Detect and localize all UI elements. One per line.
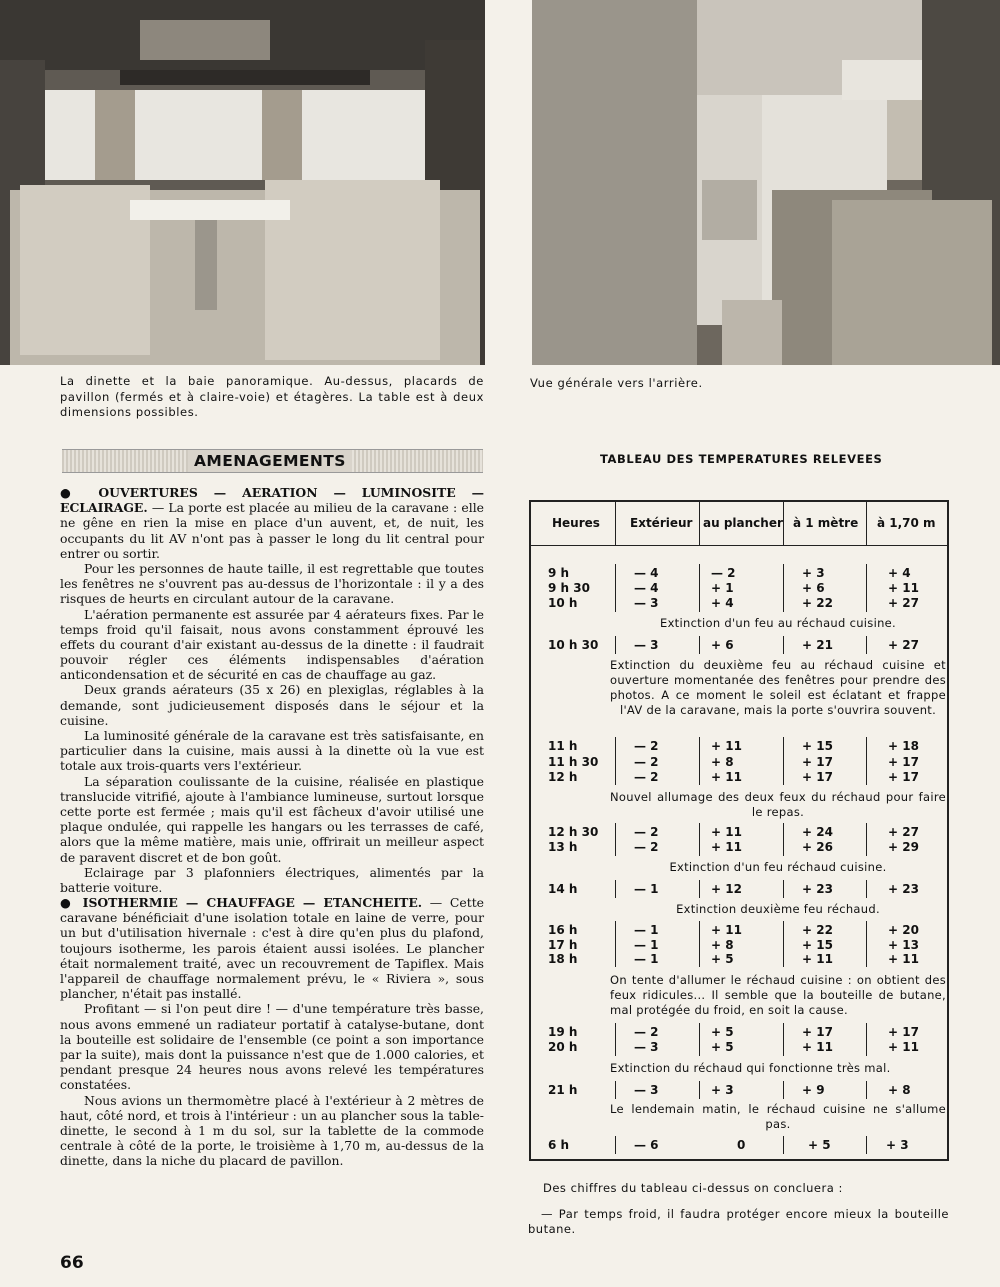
subheading-ouvertures: ● OUVERTURES — AERATION — LUMINOSITE — ECLAIRAGE. bbox=[60, 485, 484, 516]
one-metre-cell: + 9 bbox=[802, 1083, 825, 1097]
table-header-rule bbox=[531, 545, 947, 546]
one-seventy-cell: + 27 bbox=[888, 638, 919, 652]
dinette-photo-caption: La dinette et la baie panoramique. Au-dessus, placards de pavillon (fermés et à claire-voie) et étagères. La table est à deux dimensions possibles. bbox=[60, 374, 484, 419]
column-rule bbox=[783, 737, 784, 785]
one-seventy-cell: + 4 + 11 + 27 bbox=[888, 566, 919, 610]
column-rule bbox=[615, 921, 616, 967]
column-rule bbox=[866, 564, 867, 612]
floor-cell: + 11 + 8 + 11 bbox=[711, 739, 742, 784]
hours-cell: 11 h 11 h 30 12 h bbox=[548, 739, 599, 784]
column-rule bbox=[783, 823, 784, 856]
one-seventy-cell: + 3 bbox=[886, 1138, 909, 1152]
header-heures: Heures bbox=[552, 516, 600, 530]
floor-cell: 0 bbox=[737, 1138, 746, 1152]
article-paragraph: ● OUVERTURES — AERATION — LUMINOSITE — ECLAIRAGE. — La porte est placée au milieu de la caravane : elle ne gêne en rien la mise en place d'un auvent, et, de nuit, les occupants du lit AV n'ont pas à passer le long du lit central pour entrer ou sortir. bbox=[60, 485, 484, 561]
exterior-cell: — 2 — 3 bbox=[634, 1025, 659, 1054]
table-note: Extinction du deuxième feu au réchaud cuisine et ouverture momentanée des fenêtres pour prendre des photos. A ce moment le soleil est éclatant et frappe l'AV de la caravane, mais la porte s'ouvrira souvent. bbox=[610, 658, 946, 717]
table-note: Nouvel allumage des deux feux du réchaud pour faire le repas. bbox=[610, 790, 946, 819]
article-body bbox=[60, 485, 484, 1168]
exterior-cell: — 4 — 4 — 3 bbox=[634, 566, 659, 610]
column-rule bbox=[615, 1136, 616, 1154]
rear-view-photo bbox=[532, 0, 1000, 365]
floor-cell: + 12 bbox=[711, 882, 742, 896]
column-rule bbox=[866, 502, 867, 546]
column-rule bbox=[615, 564, 616, 612]
floor-cell: + 5 + 5 bbox=[711, 1025, 734, 1054]
hours-cell: 9 h 9 h 30 10 h bbox=[548, 566, 590, 610]
column-rule bbox=[699, 1081, 700, 1099]
hours-cell: 21 h bbox=[548, 1083, 578, 1097]
hours-cell: 19 h 20 h bbox=[548, 1025, 578, 1054]
column-rule bbox=[866, 1136, 867, 1154]
hours-cell: 12 h 30 13 h bbox=[548, 825, 599, 854]
one-seventy-cell: + 18 + 17 + 17 bbox=[888, 739, 919, 784]
one-seventy-cell: + 23 bbox=[888, 882, 919, 896]
rear-view-photo-caption: Vue générale vers l'arrière. bbox=[530, 376, 703, 390]
exterior-cell: — 2 — 2 bbox=[634, 825, 659, 854]
article-paragraph: Profitant — si l'on peut dire ! — d'une température très basse, nous avons emmené un radiateur portatif à catalyse-butane, dont la bouteille est solidaire de l'ensemble (ce point a son importance par la suite), mais dont la puissance n'est que de 1.000 calories, et pendant presque 24 heures nous avons relevé les températures constatées. bbox=[60, 1001, 484, 1093]
column-rule bbox=[866, 880, 867, 898]
header-1-metre: à 1 mètre bbox=[793, 516, 859, 530]
column-rule bbox=[699, 502, 700, 546]
column-rule bbox=[615, 737, 616, 785]
one-metre-cell: + 17 + 11 bbox=[802, 1025, 833, 1054]
table-note: On tente d'allumer le réchaud cuisine : on obtient des feux ridicules... Il semble que la bouteille de butane, mal protégée du froid, en soit la cause. bbox=[610, 973, 946, 1017]
column-rule bbox=[699, 737, 700, 785]
column-rule bbox=[699, 564, 700, 612]
article-paragraph: Deux grands aérateurs (35 x 26) en plexiglas, réglables à la demande, sont judicieusement disposés dans le séjour et la cuisine. bbox=[60, 682, 484, 728]
floor-cell: — 2 + 1 + 4 bbox=[711, 566, 736, 610]
one-seventy-cell: + 8 bbox=[888, 1083, 911, 1097]
column-rule bbox=[699, 823, 700, 856]
exterior-cell: — 1 — 1 — 1 bbox=[634, 923, 659, 966]
article-paragraph: ● ISOTHERMIE — CHAUFFAGE — ETANCHEITE. — Cette caravane bénéficiait d'une isolation totale en laine de verre, pour un but d'utilisation hivernale : c'est à dire qu'en plus du plafond, toujours isotherme, les parois étaient aussi isolées. Le plancher était normalement traité, avec un recouvrement de Tapiflex. Mais l'appareil de chauffage normalement prévu, le « Riviera », sous plancher, n'était pas installé. bbox=[60, 895, 485, 1002]
column-rule bbox=[615, 823, 616, 856]
section-title: AMENAGEMENTS bbox=[188, 450, 352, 472]
one-metre-cell: + 24 + 26 bbox=[802, 825, 833, 854]
column-rule bbox=[615, 1023, 616, 1056]
one-metre-cell: + 21 bbox=[802, 638, 833, 652]
column-rule bbox=[783, 502, 784, 546]
column-rule bbox=[866, 921, 867, 967]
article-paragraph: La séparation coulissante de la cuisine, réalisée en plastique translucide vitrifié, ajoute à l'ambiance lumineuse, surtout lorsque cette porte est fermée ; mais qu'il est fâcheux d'avoir utilisé une plaque ondulée, qui rappelle les hangars ou les terrasses de café, alors que la même matière, mais unie, offrirait un meilleur aspect de paravent discret et de bon goût. bbox=[60, 773, 484, 865]
column-rule bbox=[866, 737, 867, 785]
table-note: Extinction du réchaud qui fonctionne très mal. bbox=[610, 1061, 891, 1075]
floor-cell: + 11 + 8 + 5 bbox=[711, 923, 742, 966]
column-rule bbox=[783, 1081, 784, 1099]
hours-cell: 16 h 17 h 18 h bbox=[548, 923, 578, 966]
column-rule bbox=[866, 636, 867, 654]
exterior-cell: — 2 — 2 — 2 bbox=[634, 739, 659, 784]
column-rule bbox=[615, 880, 616, 898]
floor-cell: + 6 bbox=[711, 638, 734, 652]
one-metre-cell: + 3 + 6 + 22 bbox=[802, 566, 833, 610]
floor-cell: + 11 + 11 bbox=[711, 825, 742, 854]
one-seventy-cell: + 27 + 29 bbox=[888, 825, 919, 854]
column-rule bbox=[866, 1023, 867, 1056]
column-rule bbox=[783, 564, 784, 612]
article-paragraph: L'aération permanente est assurée par 4 aérateurs fixes. Par le temps froid qu'il faisait, nous avons constamment éprouvé les effets du courant d'air existant au-dessus de la dinette : il faudrait pouvoir régler ces éléments indispensables d'aération anticondensation et de sécurité en cas de chauffage au gaz. bbox=[60, 606, 484, 683]
column-rule bbox=[699, 1023, 700, 1056]
column-rule bbox=[783, 636, 784, 654]
conclusion-point: — Par temps froid, il faudra protéger encore mieux la bouteille butane. bbox=[528, 1207, 949, 1236]
one-metre-cell: + 23 bbox=[802, 882, 833, 896]
floor-cell: + 3 bbox=[711, 1083, 734, 1097]
page-number: 66 bbox=[60, 1253, 84, 1273]
column-rule bbox=[615, 636, 616, 654]
conclusion-intro: Des chiffres du tableau ci-dessus on concluera : bbox=[543, 1181, 843, 1195]
exterior-cell: — 6 bbox=[634, 1138, 659, 1152]
hours-cell: 14 h bbox=[548, 882, 578, 896]
one-metre-cell: + 15 + 17 + 17 bbox=[802, 739, 833, 784]
one-seventy-cell: + 20 + 13 + 11 bbox=[888, 923, 919, 966]
column-rule bbox=[783, 921, 784, 967]
article-paragraph: Eclairage par 3 plafonniers électriques, alimentés par la batterie voiture. bbox=[60, 864, 484, 895]
one-metre-cell: + 22 + 15 + 11 bbox=[802, 923, 833, 966]
article-paragraph: La luminosité générale de la caravane est très satisfaisante, en particulier dans la cuisine, mais aussi à la dinette où la vue est totale aux trois-quarts vers l'extérieur. bbox=[60, 728, 484, 774]
column-rule bbox=[783, 1136, 784, 1154]
column-rule bbox=[783, 880, 784, 898]
article-paragraph: Pour les personnes de haute taille, il est regrettable que toutes les fenêtres ne s'ouvrent pas au-dessus de l'horizontale : il y a des risques de heurts en circulant autour de la caravane. bbox=[60, 560, 484, 607]
header-plancher: au plancher bbox=[703, 516, 783, 530]
one-seventy-cell: + 17 + 11 bbox=[888, 1025, 919, 1054]
hours-cell: 10 h 30 bbox=[548, 638, 599, 652]
exterior-cell: — 3 bbox=[634, 638, 659, 652]
header-exterieur: Extérieur bbox=[630, 516, 693, 530]
article-paragraph: Nous avions un thermomètre placé à l'extérieur à 2 mètres de haut, côté nord, et trois à l'intérieur : un au plancher sous la table-dinette, le second à 1 m du sol, sur la tablette de la commode centrale à côté de la porte, le troisième à 1,70 m, au-dessus de la dinette, dans la niche du placard de pavillon. bbox=[60, 1092, 484, 1169]
one-metre-cell: + 5 bbox=[808, 1138, 831, 1152]
subheading-isothermie: ● ISOTHERMIE — CHAUFFAGE — ETANCHEITE. bbox=[60, 895, 423, 911]
table-note: Le lendemain matin, le réchaud cuisine ne s'allume pas. bbox=[610, 1102, 946, 1131]
column-rule bbox=[699, 880, 700, 898]
column-rule bbox=[866, 823, 867, 856]
column-rule bbox=[866, 1081, 867, 1099]
column-rule bbox=[699, 636, 700, 654]
column-rule bbox=[699, 921, 700, 967]
table-note: Extinction deuxième feu réchaud. bbox=[676, 902, 880, 916]
exterior-cell: — 3 bbox=[634, 1083, 659, 1097]
exterior-cell: — 1 bbox=[634, 882, 659, 896]
column-rule bbox=[783, 1023, 784, 1056]
hours-cell: 6 h bbox=[548, 1138, 570, 1152]
table-note: Extinction d'un feu réchaud cuisine. bbox=[669, 860, 887, 874]
table-title: TABLEAU DES TEMPERATURES RELEVEES bbox=[600, 452, 883, 466]
column-rule bbox=[615, 502, 616, 546]
table-note: Extinction d'un feu au réchaud cuisine. bbox=[660, 616, 896, 630]
column-rule bbox=[615, 1081, 616, 1099]
dinette-photo bbox=[0, 0, 485, 365]
header-1-70-m: à 1,70 m bbox=[877, 516, 936, 530]
